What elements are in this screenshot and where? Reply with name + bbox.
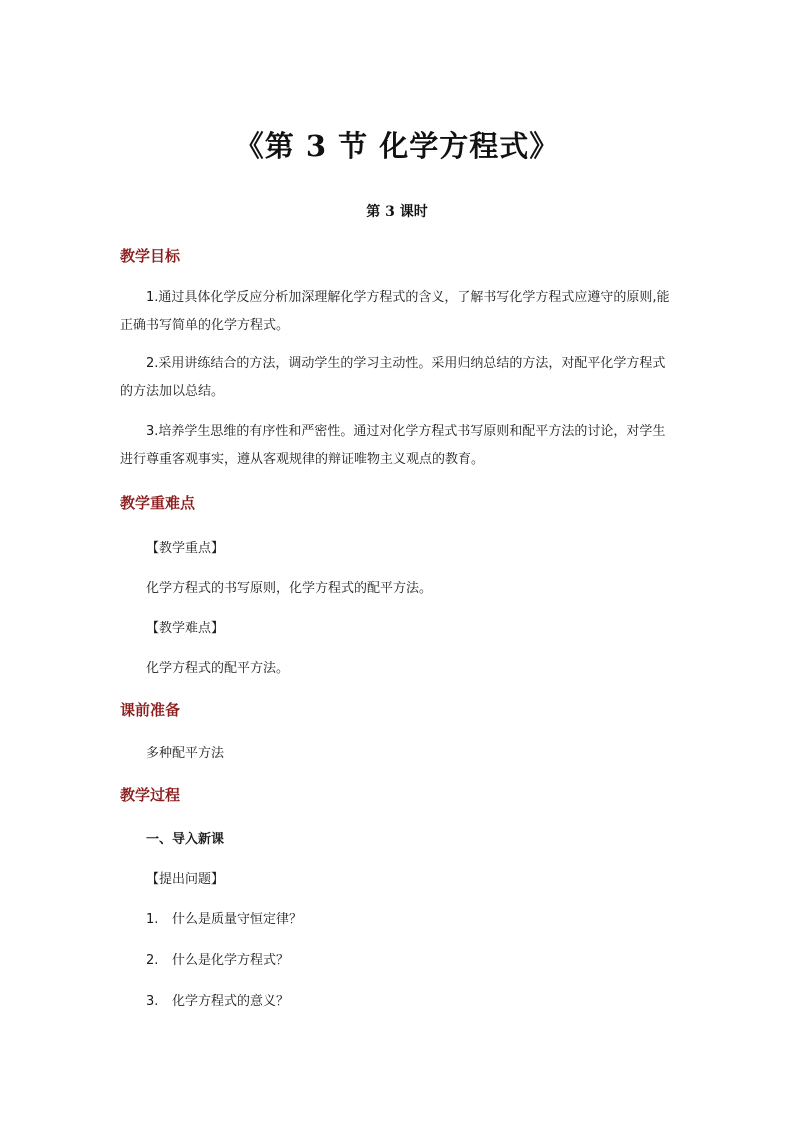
list-item [146, 908, 302, 927]
list-item [146, 949, 289, 968]
heading-objectives: 教学目标 [120, 247, 181, 265]
heading-key-points: 教学重难点 [120, 494, 196, 512]
focus-text: 化学方程式的书写原则，化学方程式的配平方法。 [146, 581, 433, 596]
difficulty-text: 化学方程式的配平方法。 [146, 661, 290, 676]
difficulty-label: 【教学难点】 [146, 621, 225, 636]
list-item-text: 化学方程式的意义？ [172, 994, 290, 1009]
list-item-number: 2. [146, 953, 159, 968]
list-item-text: 什么是化学方程式？ [172, 953, 290, 968]
list-item-number: 3. [146, 994, 159, 1009]
list-item [146, 990, 289, 1009]
document-title: 《第 3 节 化学方程式》 [234, 129, 560, 163]
preparation-text: 多种配平方法 [146, 746, 225, 761]
question-label: 【提出问题】 [146, 872, 225, 887]
document-subtitle: 第 3 课时 [366, 204, 428, 220]
objective-item-1: 1.通过具体化学反应分析加深理解化学方程式的含义，了解书写化学方程式应遵守的原则,能正确书写简单的化学方程式。 [120, 290, 670, 333]
objective-item-2: 2.采用讲练结合的方法，调动学生的学习主动性。采用归纳总结的方法，对配平化学方程式的方法加以总结。 [120, 356, 666, 399]
list-item-number: 1. [146, 912, 159, 927]
objective-item-3: 3.培养学生思维的有序性和严密性。通过对化学方程式书写原则和配平方法的讨论，对学生进行尊重客观事实，遵从客观规律的辩证唯物主义观点的教育。 [120, 424, 666, 467]
focus-label: 【教学重点】 [146, 541, 225, 556]
heading-process: 教学过程 [120, 786, 181, 804]
step-title: 一、导入新课 [146, 832, 225, 847]
list-item-text: 什么是质量守恒定律？ [172, 912, 303, 927]
heading-preparation: 课前准备 [120, 701, 181, 719]
